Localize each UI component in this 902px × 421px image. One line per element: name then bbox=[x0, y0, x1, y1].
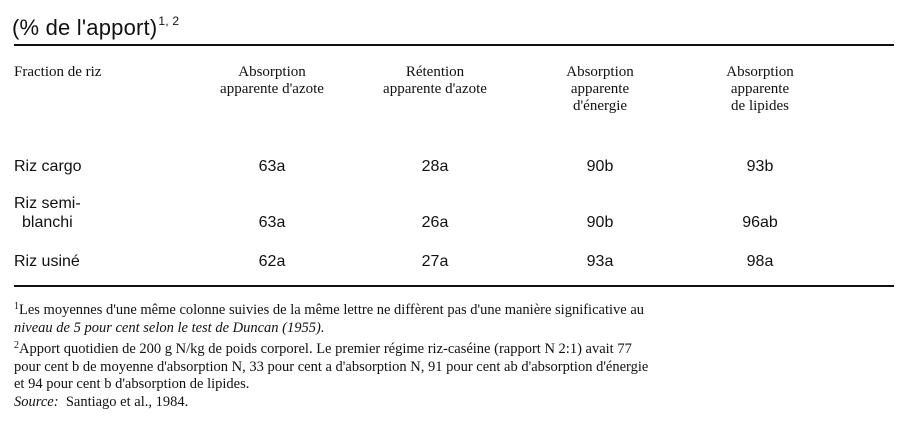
source-line: Source: Santiago et al., 1984. bbox=[14, 393, 189, 410]
table-cell: 27a bbox=[421, 253, 449, 270]
table-cell: 93a bbox=[586, 253, 614, 270]
table-cell: 98a bbox=[746, 253, 774, 270]
header-absorption-azote: Absorption apparente d'azote bbox=[220, 64, 324, 97]
table-cell: 96ab bbox=[742, 214, 778, 231]
top-rule bbox=[14, 44, 894, 46]
header-absorption-lipides: Absorption apparente de lipides bbox=[726, 64, 794, 114]
header-retention-azote: Rétention apparente d'azote bbox=[383, 64, 487, 97]
table-cell: 93b bbox=[746, 158, 774, 175]
table-cell: 63a bbox=[258, 214, 286, 231]
table-cell: 90b bbox=[586, 214, 614, 231]
footnotes bbox=[14, 298, 896, 411]
footnote-2-cont: pour cent b de moyenne d'absorption N, 33 pour cent a d'absorption N, 91 pour cent ab d'absorption d'énergie bbox=[14, 358, 649, 375]
bottom-rule bbox=[14, 285, 894, 287]
table-cell: 62a bbox=[258, 253, 286, 270]
table-cell: 63a bbox=[258, 158, 286, 175]
table-title: (% de l'apport)$^{1, 2}$ bbox=[12, 14, 180, 40]
footnote-2-cont2: et 94 pour cent b d'absorption de lipides. bbox=[14, 376, 250, 392]
table-cell: 90b bbox=[586, 158, 614, 175]
header-absorption-energie: Absorption apparente d'énergie bbox=[566, 64, 634, 114]
footnote-1: $^1$Les moyennes d'une même colonne suivies de la même lettre ne diffèrent pas d'une manière significative au bbox=[14, 301, 645, 318]
table-row-label: Riz usiné bbox=[14, 253, 80, 270]
header-fraction: Fraction de riz bbox=[14, 64, 102, 80]
table-cell: 26a bbox=[421, 214, 449, 231]
table-row-label: Riz semi- blanchi bbox=[14, 195, 81, 231]
table-cell: 28a bbox=[421, 158, 449, 175]
table-row-label: Riz cargo bbox=[14, 158, 82, 175]
footnote-2: $^2$Apport quotidien de 200 g N/kg de poids corporel. Le premier régime riz-caséine (rapport N 2:1) avait 77 bbox=[14, 340, 632, 357]
title-footnote-marks: 1, 2 bbox=[158, 14, 180, 28]
footnote-1-cont: niveau de 5 pour cent selon le test de Duncan (1955). bbox=[14, 319, 325, 336]
